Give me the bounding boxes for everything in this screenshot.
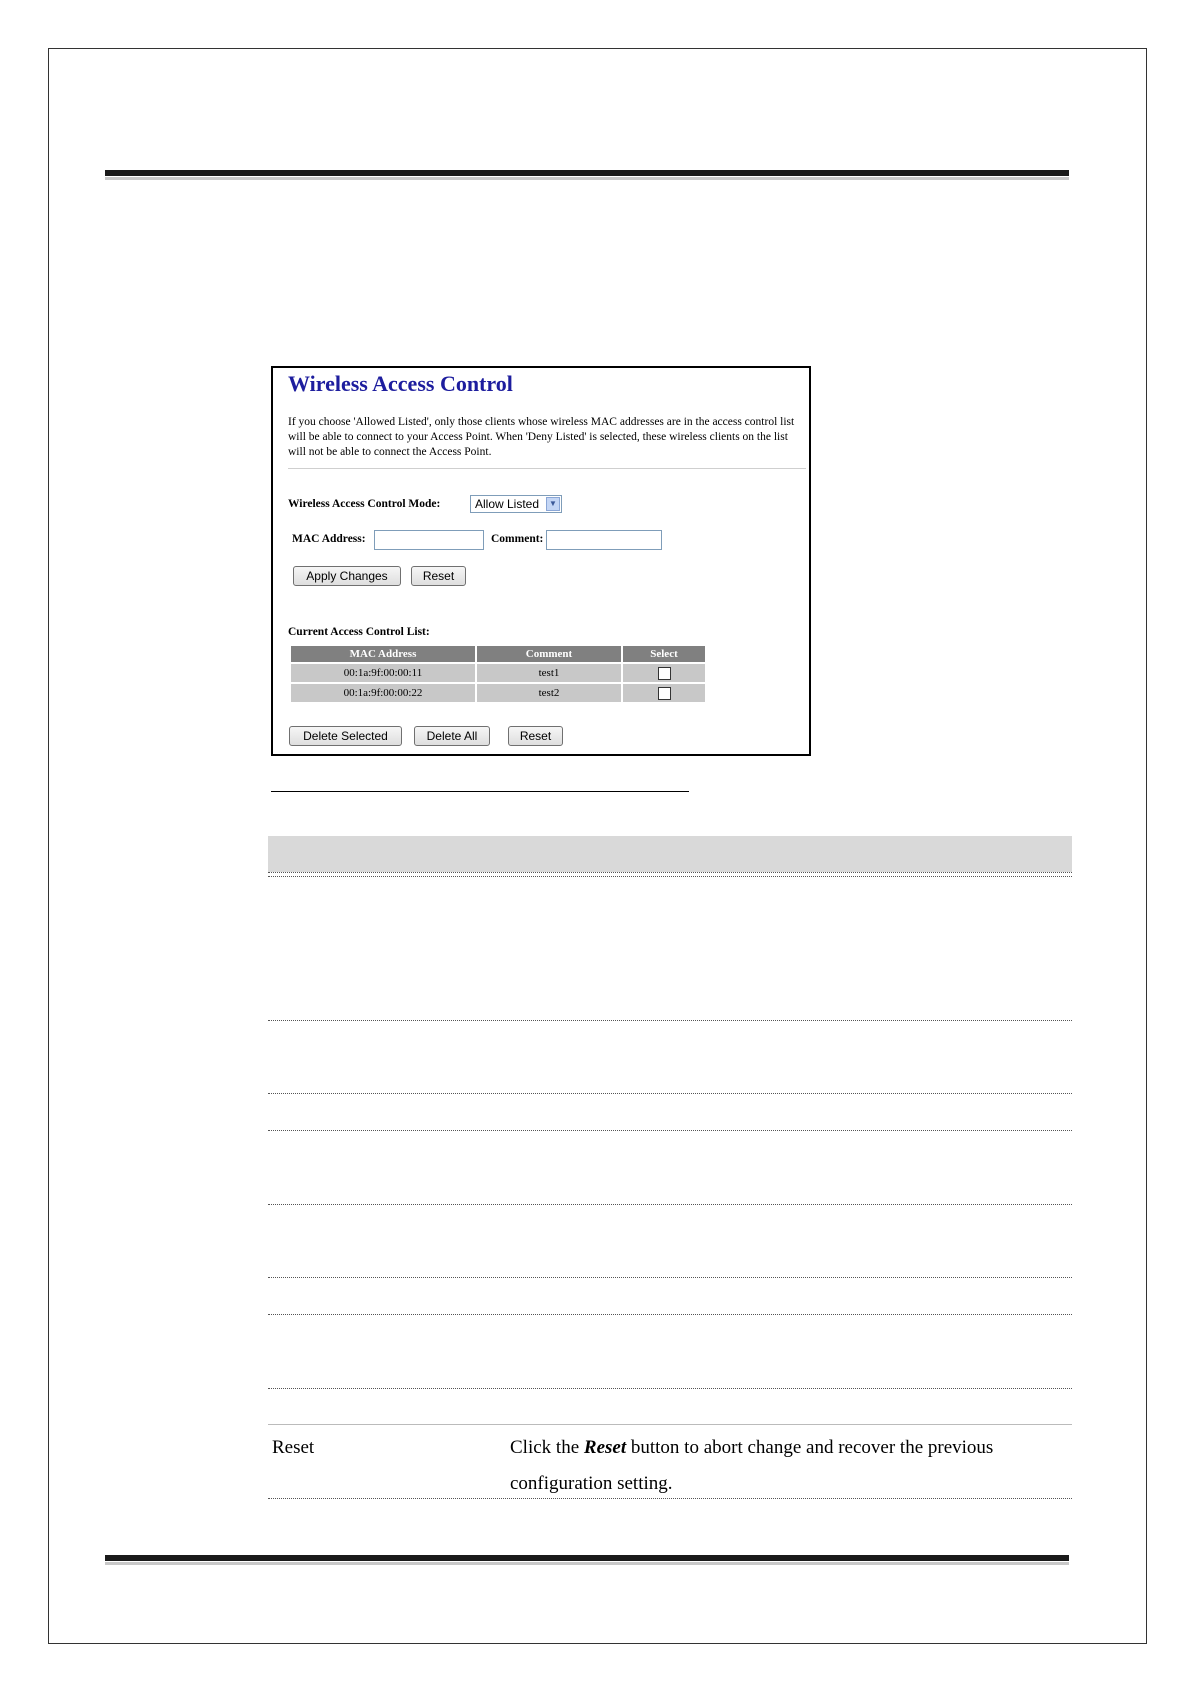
divider [288,468,806,469]
description-table-header [268,836,1072,872]
row-divider [268,1130,1072,1131]
acl-title: Current Access Control List: [288,626,430,638]
wireless-access-control-screenshot [271,366,811,756]
desc-text: Click the [510,1437,584,1458]
row-divider [268,872,1072,873]
row-divider [268,1424,1072,1425]
select-cell [623,664,705,682]
chevron-down-icon[interactable]: ▼ [546,497,560,511]
column-header-mac: MAC Address [291,646,475,662]
select-checkbox[interactable] [658,687,671,700]
table-header-row [291,646,705,662]
comment-input[interactable] [546,530,662,550]
row-divider [268,1204,1072,1205]
select-checkbox[interactable] [658,667,671,680]
table-row [291,664,705,682]
desc-text: button to abort change and recover the previous configuration setting. [510,1437,994,1494]
row-divider [268,1277,1072,1278]
screenshot-title: Wireless Access Control [288,371,513,396]
select-cell [623,684,705,702]
delete-all-button[interactable]: Delete All [414,726,490,746]
comment-cell: test1 [477,664,621,682]
apply-changes-button[interactable]: Apply Changes [293,566,401,586]
delete-selected-button[interactable]: Delete Selected [289,726,402,746]
reset-button[interactable]: Reset [411,566,466,586]
row-divider [268,1093,1072,1094]
mac-address-input[interactable] [374,530,484,550]
comment-label: Comment: [491,533,544,545]
mode-select[interactable] [470,495,562,513]
header-rule [105,170,1069,180]
comment-cell: test2 [477,684,621,702]
row-divider [268,1388,1072,1389]
row-divider [268,1314,1072,1315]
access-control-table [289,644,707,704]
mac-address-label: MAC Address: [292,533,366,545]
reset-row-name: Reset [272,1437,315,1458]
mac-cell: 00:1a:9f:00:00:22 [291,684,475,702]
desc-emphasis: Reset [583,1437,627,1458]
screenshot-description: If you choose 'Allowed Listed', only those clients whose wireless MAC addresses are in the access control list will be able to connect to your Access Point. When 'Deny Listed' is selected, these wireless clients on the list will not be able to connect the Access Point. [288,416,795,458]
table-row [291,684,705,702]
row-divider [268,1020,1072,1021]
mode-select-value: Allow Listed [475,497,540,511]
column-header-select: Select [623,646,705,662]
caption-underline [271,791,689,792]
column-header-comment: Comment [477,646,621,662]
mac-cell: 00:1a:9f:00:00:11 [291,664,475,682]
reset-row-description [510,1430,1070,1502]
row-divider [268,876,1072,877]
mode-label: Wireless Access Control Mode: [288,498,441,510]
reset-list-button[interactable]: Reset [508,726,563,746]
footer-rule [105,1555,1069,1565]
